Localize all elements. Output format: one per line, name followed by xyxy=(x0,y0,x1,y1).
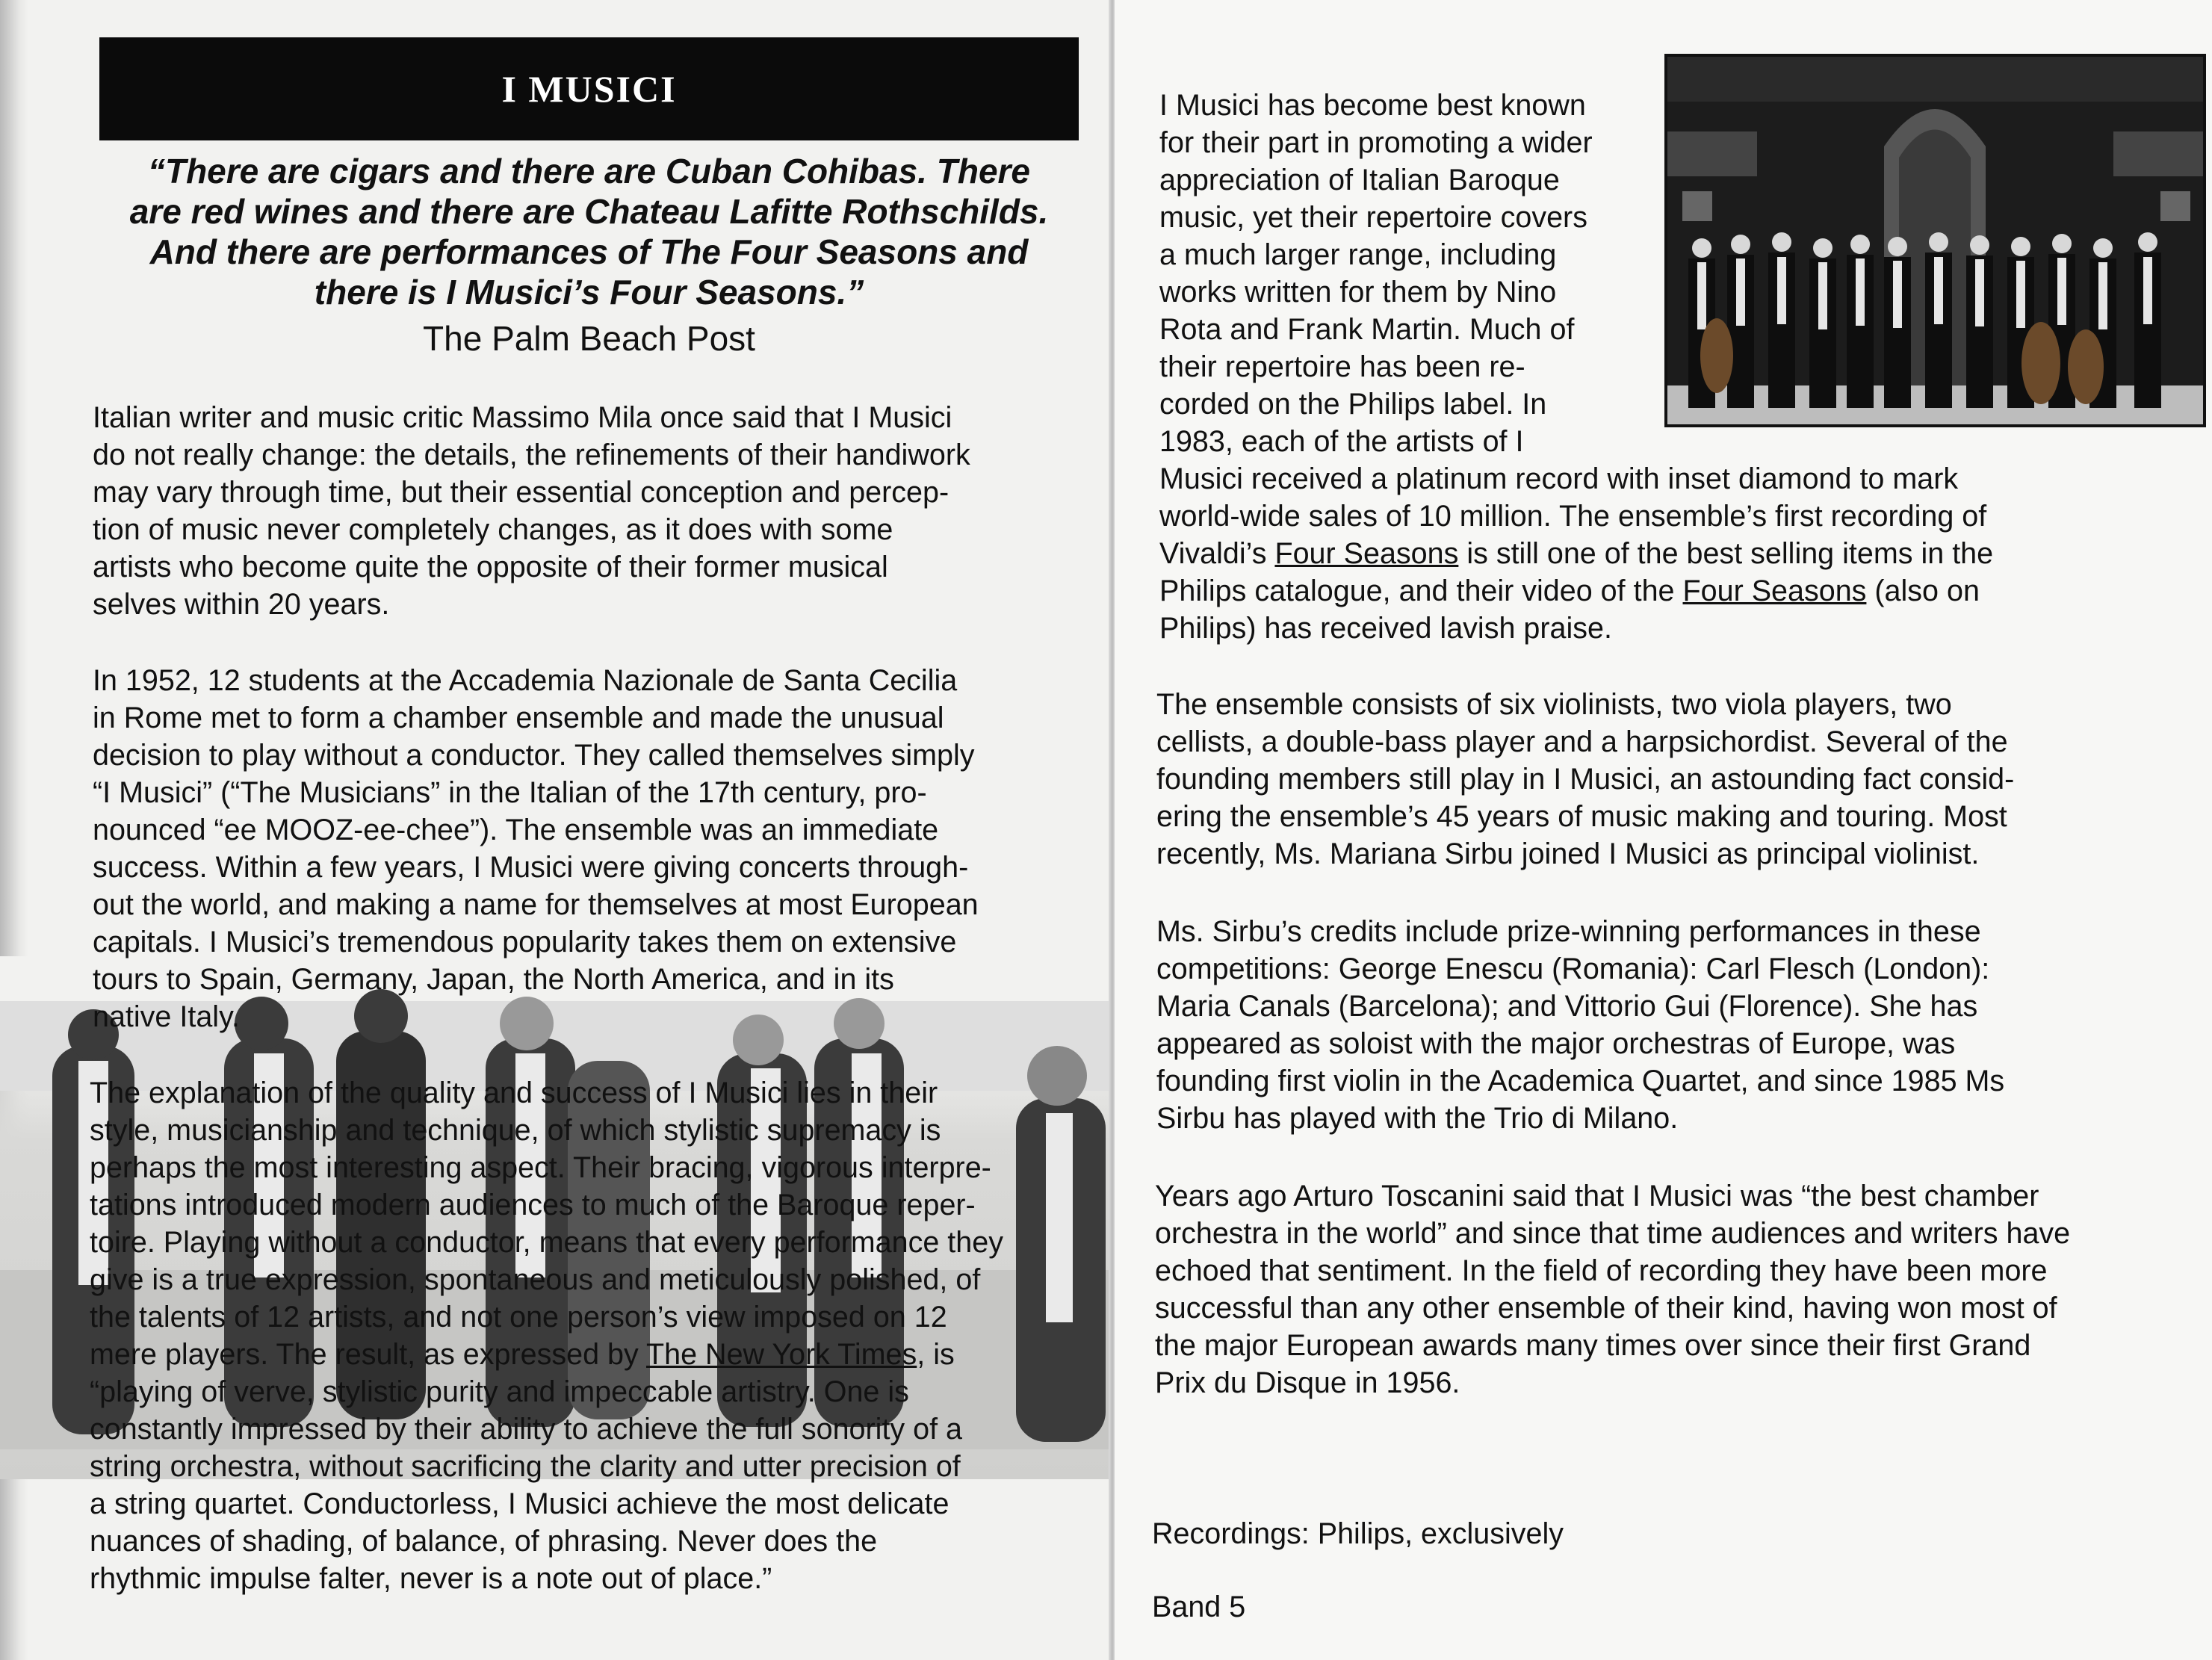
paragraph-ensemble: The ensemble consists of six violinists, two viola players, two cellists, a double-bass player and a harpsichordist. Several of the founding members still play in I Musici, an astounding fact consid- ering the ensemble’s 45 years of music making and touring. Most recently, Ms. Mariana Sirbu joined I Musici as principal violinist. xyxy=(1156,688,2015,870)
quote-line: there is I Musici’s Four Seasons.” xyxy=(314,273,864,312)
paragraph-repertoire-narrow: I Musici has become best known for their part in promoting a wider appreciation of Italian Baroque music, yet their repertoire covers a much larger range, including works written for them by Nino Rota and Frank Martin. Much of their repertoire has been re- corded on the Philips label. In 1983, each of the artists of I xyxy=(1159,89,1593,458)
paragraph-repertoire-wide: Musici received a platinum record with inset diamond to mark world-wide sales of 10 million. The ensemble’s first recording of Vivaldi’s Four Seasons is still one of the best selling items in the Philips catalogue, and their video of the Four Seasons (also on Philips) has received lavish praise. xyxy=(1159,462,1994,645)
paragraph-history: In 1952, 12 students at the Accademia Nazionale de Santa Cecilia in Rome met to form a chamber ensemble and made the unusual decision to play without a conductor. They called themselves simply “I Musici” (“The Musicians” in the Italian of the 17th century, pro- nounced “ee MOOZ-ee-chee”). The ensemble was an immediate success. Within a few years, I Musici were giving concerts through- out the world, and making a name for themselves at most European capitals. I Musici’s tremendous popularity takes them on extensive tours to Spain, Germany, Japan, the North America, and in its native Italy. xyxy=(93,664,979,1033)
ensemble-photo-image xyxy=(1667,57,2203,424)
pull-quote xyxy=(99,151,1079,312)
paragraph-mila: Italian writer and music critic Massimo Mila once said that I Musici do not really change: the details, the refinements of their handiwork may vary through time, but their essential conception and percep- tion of music never completely changes, as it does with some artists who become quite the opposite of their former musical selves within 20 years. xyxy=(93,401,970,621)
four-seasons-title: Four Seasons xyxy=(1274,537,1459,570)
page-title-bar xyxy=(99,37,1079,140)
quote-source: The Palm Beach Post xyxy=(423,319,755,358)
paragraph-toscanini: Years ago Arturo Toscanini said that I Musici was “the best chamber orchestra in the world” and since that time audiences and writers have echoed that sentiment. In the field of recording they have been more successful than any other ensemble of their kind, having won most of the major European awards many times over since their first Grand Prix du Disque in 1956. xyxy=(1155,1180,2071,1399)
paragraph-sirbu: Ms. Sirbu’s credits include prize-winning performances in these competitions: George Enescu (Romania): Carl Flesch (London): Maria Canals (Barcelona); and Vittorio Gui (Florence). She has appeared as soloist with the major orchestras of Europe, was founding first violin in the Academica Quartet, and since 1985 Ms Sirbu has played with the Trio di Milano. xyxy=(1156,915,2005,1135)
quote-line: And there are performances of The Four Seasons and xyxy=(149,232,1029,271)
recordings-note: Recordings: Philips, exclusively xyxy=(1152,1517,1564,1550)
paragraph-explanation: The explanation of the quality and success of I Musici lies in their style, musicianship and technique, of which stylistic supremacy is perhaps the most interesting aspect. Their bracing, vigorous interpre- tations introduced modern audiences to much of the Baroque reper- toire. Playing without a conductor, means that every performance they give is a true expression, spontaneous and meticulously polished, of the talents of 12 artists, and not one person’s view imposed on 12 mere players. The result, as expressed by The New York Times, is “playing of verve, stylistic purity and impeccable artistry. One is constantly impressed by their ability to achieve the full sonority of a string orchestra, without sacrificing the clarity and utter precision of a string quartet. Conductorless, I Musici achieve the most delicate nuances of shading, of balance, of phrasing. Never does the rhythmic impulse falter, never is a note out of place.” xyxy=(90,1077,1003,1595)
page-title: I MUSICI xyxy=(501,68,677,110)
nyt-title: The New York Times xyxy=(646,1338,917,1371)
four-seasons-video-title: Four Seasons xyxy=(1682,575,1867,607)
band-number: Band 5 xyxy=(1152,1591,1246,1623)
quote-line: are red wines and there are Chateau Lafitte Rothschilds. xyxy=(129,192,1049,231)
quote-line: “There are cigars and there are Cuban Cohibas. There xyxy=(147,152,1031,191)
ensemble-photo xyxy=(1664,54,2206,427)
